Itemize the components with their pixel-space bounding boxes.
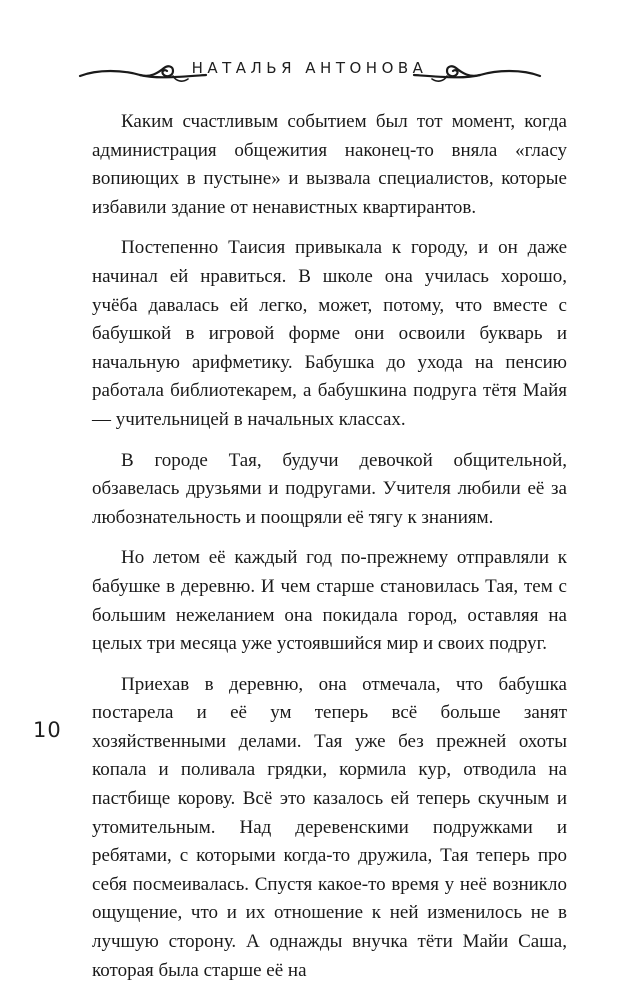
paragraph-2: Постепенно Таисия привыкала к городу, и он даже начинал ей нравиться. В школе она училась хорошо, учёба давалась ей легко, может, потому, что вместе с бабушкой в игровой форме они освоили букварь и начальную арифметику. Бабушка до ухода на пенсию работала библиотекарем, а бабушкина подруга тётя Майя — учительницей в начальных классах. [92, 237, 567, 430]
paragraph-3: В городе Тая, будучи девочкой общительной, обзавелась друзьями и подругами. Учителя любили её за любознательность и поощряли её тягу к знаниям. [92, 449, 567, 528]
paragraph-4: Но летом её каждый год по-прежнему отправляли к бабушке в деревню. И чем старше становилась Тая, тем с большим нежеланием она покидала город, оставляя на целых три месяца уже устоявшийся мир и своих подруг. [92, 547, 567, 655]
right-ornament-icon [412, 63, 542, 89]
body-text [92, 108, 567, 997]
author-name: НАТАЛЬЯ АНТОНОВА [191, 59, 428, 77]
paragraph-1: Каким счастливым событием был тот момент, когда администрация общежития наконец-то вняла «гласу вопиющих в пустыне» и вызвала специалистов, которые избавили здание от ненавистных квартирантов. [92, 111, 567, 218]
running-header [0, 55, 619, 95]
page-number: 10 [33, 718, 62, 742]
paragraph-5: Приехав в деревню, она отмечала, что бабушка постарела и её ум теперь всё больше занят хозяйственными делами. Тая уже без прежней охоты копала и поливала грядки, кормила кур, отводила на пастбище корову. Всё это казалось ей теперь скучным и утомительным. Над деревенскими подружками и ребятами, с которыми когда-то дружила, Тая теперь про себя посмеивалась. Спустя какое-то время у неё возникло ощущение, что и их отношение к ней изменилось не в лучшую сторону. А однажды внучка тёти Майи Саша, которая была старше её на [92, 673, 567, 981]
